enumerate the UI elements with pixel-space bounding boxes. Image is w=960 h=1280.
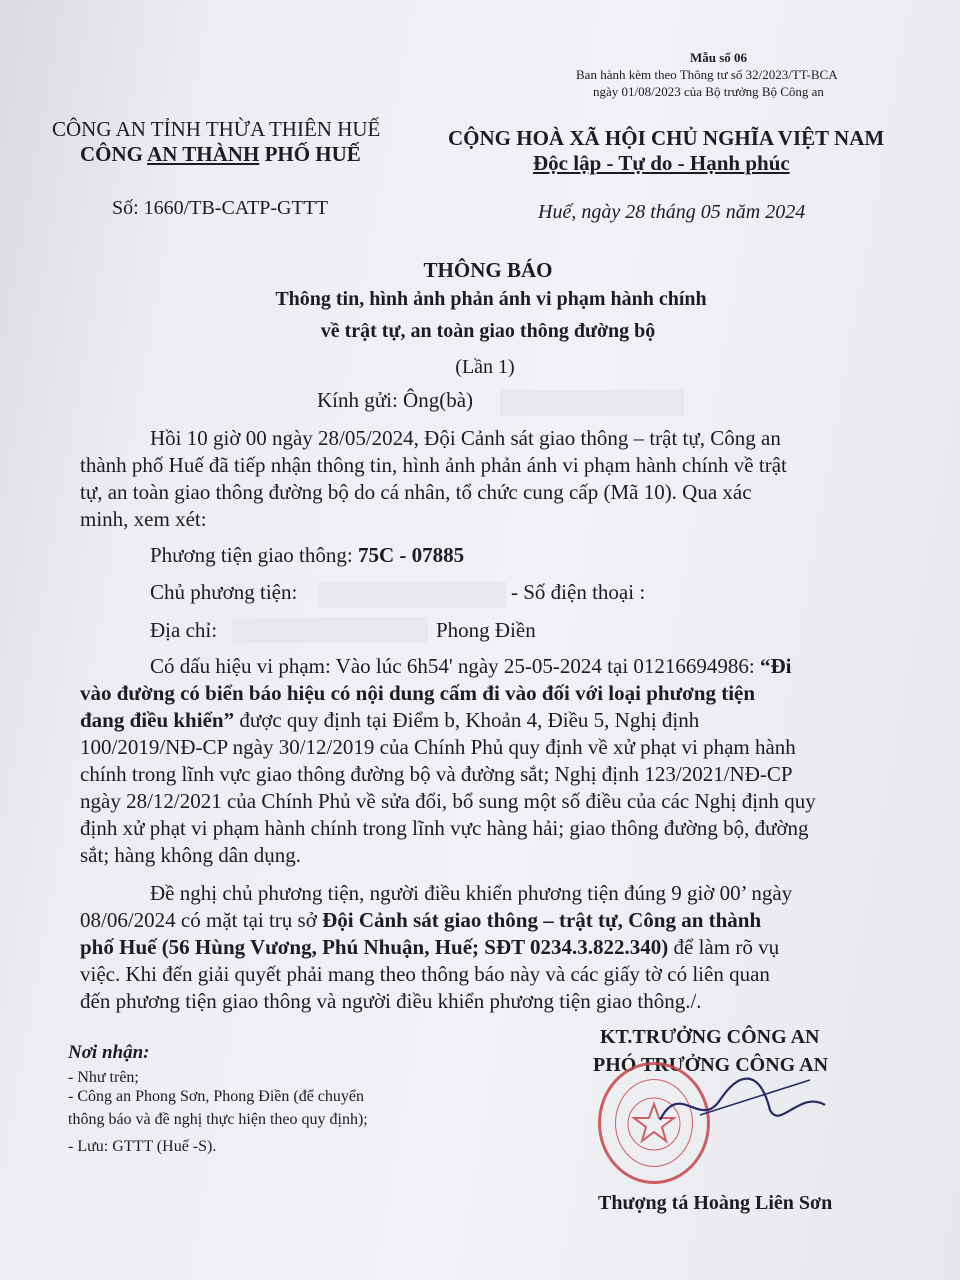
recipient-3: - Lưu: GTTT (Huế -S). [68,1138,217,1155]
vehicle-plate: 75C - 07885 [357,543,465,567]
addressee [317,388,473,413]
recipients-title: Nơi nhận: [68,1042,150,1063]
vehicle-line [150,543,464,568]
redacted-address [232,617,428,643]
recipient-1: - Như trên; [68,1069,139,1086]
nation-motto: Độc lập - Tự do - Hạnh phúc [533,151,790,175]
signer-name: Thượng tá Hoàng Liên Sơn [598,1192,833,1214]
address-value: Phong Điền [436,618,536,642]
agency-name-rest: PHỐ HUẾ [259,142,361,166]
recipient-2-cont: thông báo và đề nghị thực hiện theo quy định); [68,1111,368,1128]
notice-title: THÔNG BÁO [423,258,553,282]
notice-subtitle-1: Thông tin, hình ảnh phản ánh vi phạm hành chính [275,288,707,310]
owner-label: Chủ phương tiện: [150,580,298,604]
redacted-owner [318,582,506,608]
addressee-label: Kính gửi: Ông(bà) [317,388,474,412]
nation-title: CỘNG HOÀ XÃ HỘI CHỦ NGHĨA VIỆT NAM [448,126,885,150]
recipient-2: - Công an Phong Sơn, Phong Điền (để chuyển [68,1088,364,1105]
violation-paragraph: Có dấu hiệu vi phạm: Vào lúc 6h54' ngày 25-05-2024 tại 01216694986: “Đi vào đường có biển báo hiệu có nội dung cấm đi vào đối với loại phương tiện đang điều khiển” được quy định tại Điểm b, Khoản 4, Điều 5, Nghị định 100/2019/NĐ-CP ngày 30/12/2019 của Chính Phủ quy định về xử phạt vi phạm hành chính trong lĩnh vực giao thông đường bộ và đường sắt; Nghị định 123/2021/NĐ-CP ngày 28/12/2021 của Chính Phủ về sửa đổi, bổ sung một số điều của các Nghị định quy định xử phạt vi phạm hành chính trong lĩnh vực hàng hải; giao thông đường bộ, đường sắt; hàng không dân dụng. [80,654,816,867]
document-number: Số: 1660/TB-CATP-GTTT [112,197,329,219]
handwritten-signature [640,1060,840,1140]
request-paragraph: Đề nghị chủ phương tiện, người điều khiển phương tiện đúng 9 giờ 00’ ngày 08/06/2024 có mặt tại trụ sở Đội Cảnh sát giao thông – trật tự, Công an thành phố Huế (56 Hùng Vương, Phú Nhuận, Huế; SĐT 0234.3.822.340) để làm rõ vụ việc. Khi đến giải quyết phải mang theo thông báo này và các giấy tờ có liên quan đến phương tiện giao thông và người điều khiển phương tiện giao thông./. [80,881,793,1013]
signature-title-1: KT.TRƯỞNG CÔNG AN [600,1026,820,1048]
owner-phone-label: - Số điện thoại : [511,580,646,604]
address-label: Địa chỉ: [150,618,218,642]
redacted-name [500,390,684,416]
place-date: Huế, ngày 28 tháng 05 năm 2024 [538,201,806,223]
form-issued-line2: ngày 01/08/2023 của Bộ trưởng Bộ Công an [593,84,824,99]
intro-paragraph: Hồi 10 giờ 00 ngày 28/05/2024, Đội Cảnh sát giao thông – trật tự, Công an thành phố Huế đã tiếp nhận thông tin, hình ảnh phản ánh vi phạm hành chính về trật tự, an toàn giao thông đường bộ do cá nhân, tổ chức cung cấp (Mã 10). Qua xác minh, xem xét: [80,426,787,531]
agency-parent: CÔNG AN TỈNH THỪA THIÊN HUẾ [52,117,381,141]
form-number: Mẫu số 06 [690,50,748,65]
notice-subtitle-2: về trật tự, an toàn giao thông đường bộ [320,320,656,342]
notice-round: (Lần 1) [455,356,515,378]
vehicle-label: Phương tiện giao thông: [150,543,358,567]
form-issued-line1: Ban hành kèm theo Thông tư số 32/2023/TT-BCA [576,67,838,82]
agency-name: CÔNG AN THÀNH PHỐ HUẾ [80,142,361,166]
signature-title-2: PHÓ TRƯỞNG CÔNG AN [593,1054,829,1076]
